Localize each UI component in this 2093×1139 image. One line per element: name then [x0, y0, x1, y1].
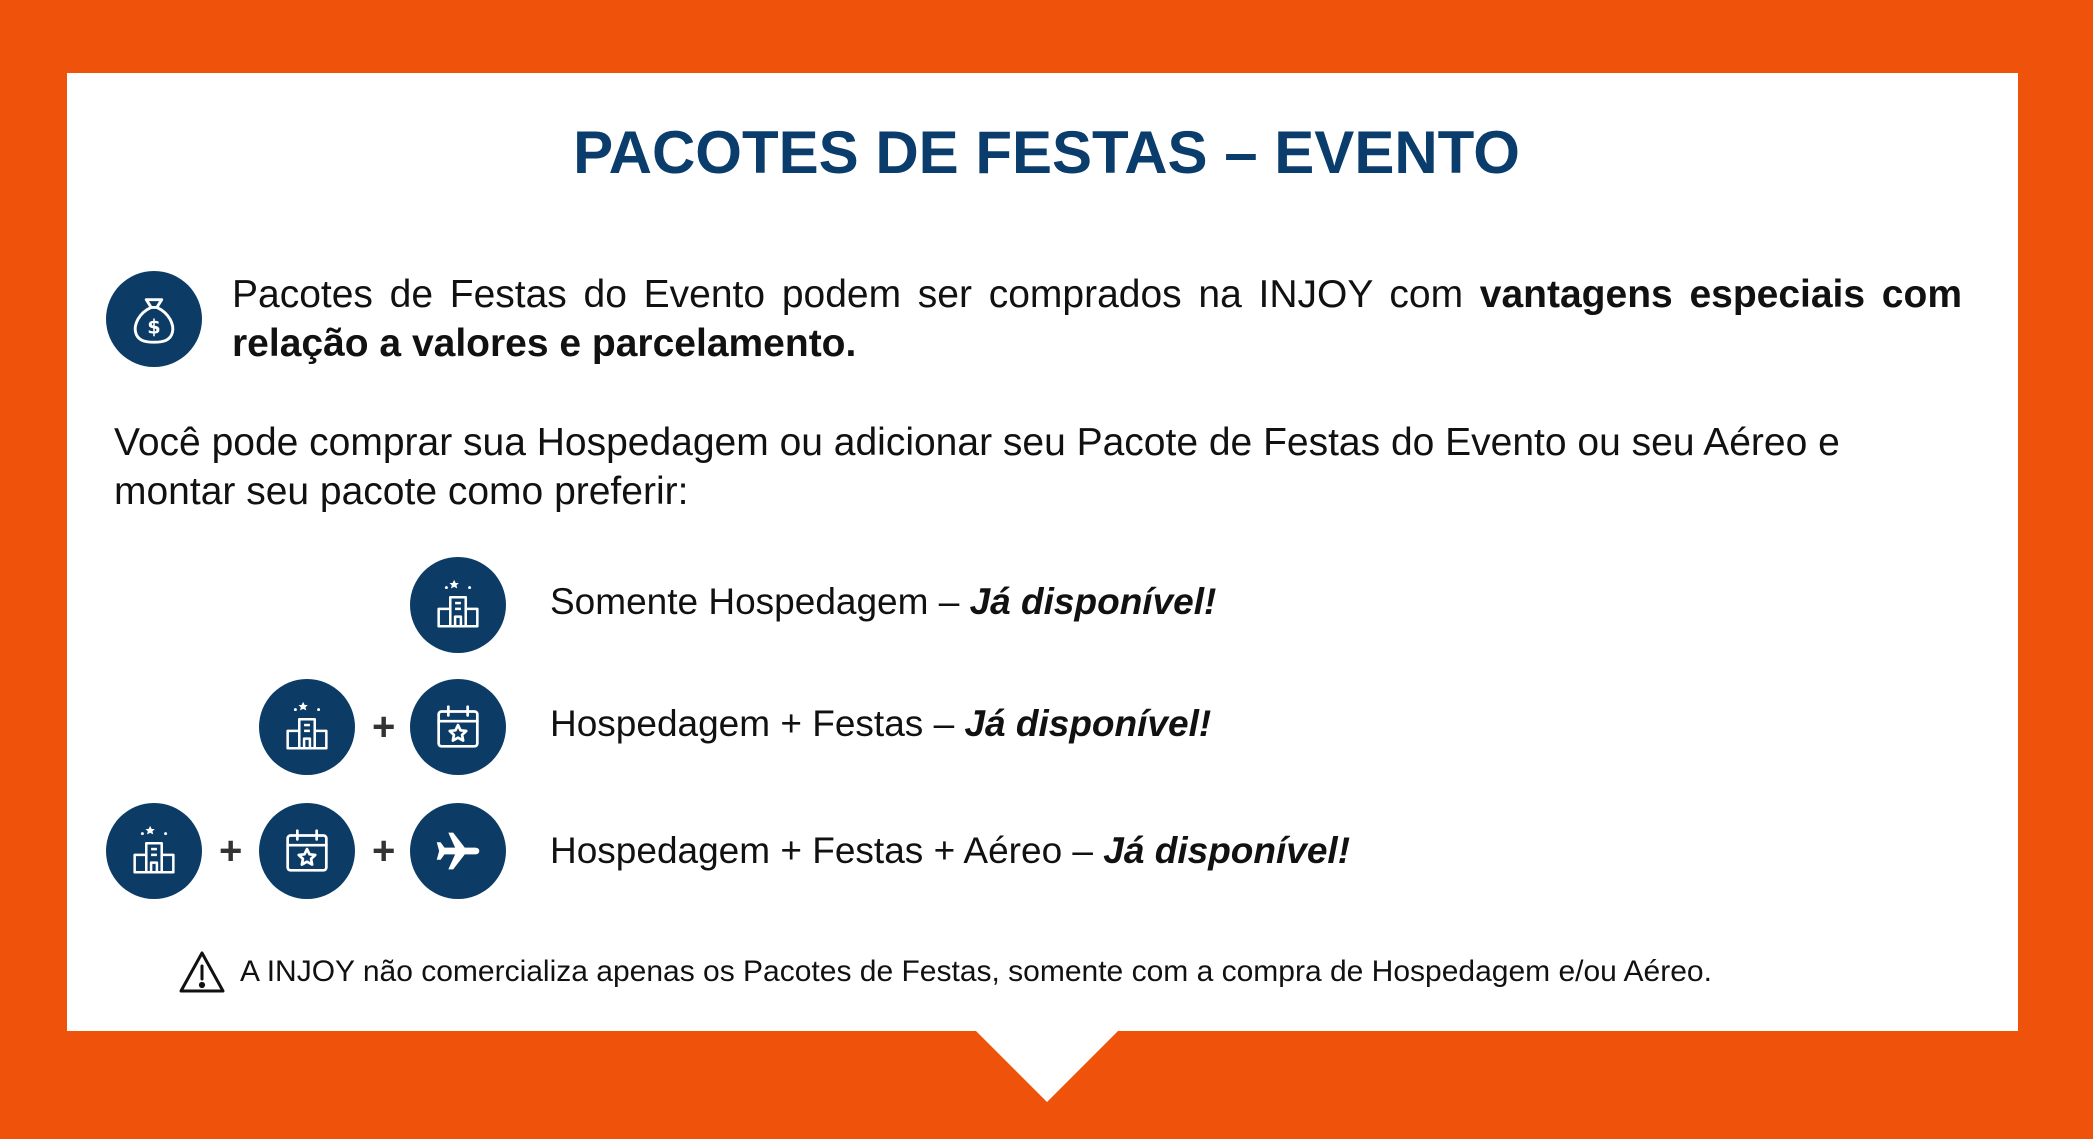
airplane-icon: [410, 803, 506, 899]
description-paragraph: Você pode comprar sua Hospedagem ou adicionar seu Pacote de Festas do Evento ou seu Aéreo e montar seu pacote como preferir:: [114, 421, 1840, 513]
option-hotel-parties: Hospedagem + Festas – Já disponível!: [550, 703, 1212, 744]
calendar-star-icon: [259, 803, 355, 899]
hotel-icon: [259, 679, 355, 775]
notice: [178, 950, 1712, 994]
option-status: Já disponível!: [969, 581, 1217, 622]
calendar-star-icon: [410, 679, 506, 775]
hotel-icon: [410, 557, 506, 653]
intro-highlight: vantagens especiais com relação a valores e parcelamento.: [232, 273, 1962, 365]
notice-text: A INJOY não comercializa apenas os Pacotes de Festas, somente com a compra de Hospedagem e/ou Aéreo.: [240, 955, 1712, 988]
hotel-icon: [106, 803, 202, 899]
plus-sign: +: [219, 829, 243, 873]
option-status: Já disponível!: [1103, 830, 1351, 871]
warning-icon: [178, 950, 226, 994]
content-card: [67, 73, 2018, 1031]
option-hotel-only: Somente Hospedagem – Já disponível!: [550, 581, 1217, 622]
card-pointer: [975, 1030, 1119, 1102]
option-hotel-parties-flight: Hospedagem + Festas + Aéreo – Já disponível!: [550, 830, 1351, 871]
page-title: PACOTES DE FESTAS – EVENTO: [573, 119, 1520, 186]
money-bag-icon: [106, 271, 202, 367]
plus-sign: +: [372, 829, 396, 873]
plus-sign: +: [372, 705, 396, 749]
intro-text: Pacotes de Festas do Evento podem ser comprados na INJOY com vantagens especiais com relação a valores e parcelamento.: [232, 273, 1962, 365]
option-status: Já disponível!: [964, 703, 1212, 744]
svg-text:$: $: [147, 315, 161, 339]
